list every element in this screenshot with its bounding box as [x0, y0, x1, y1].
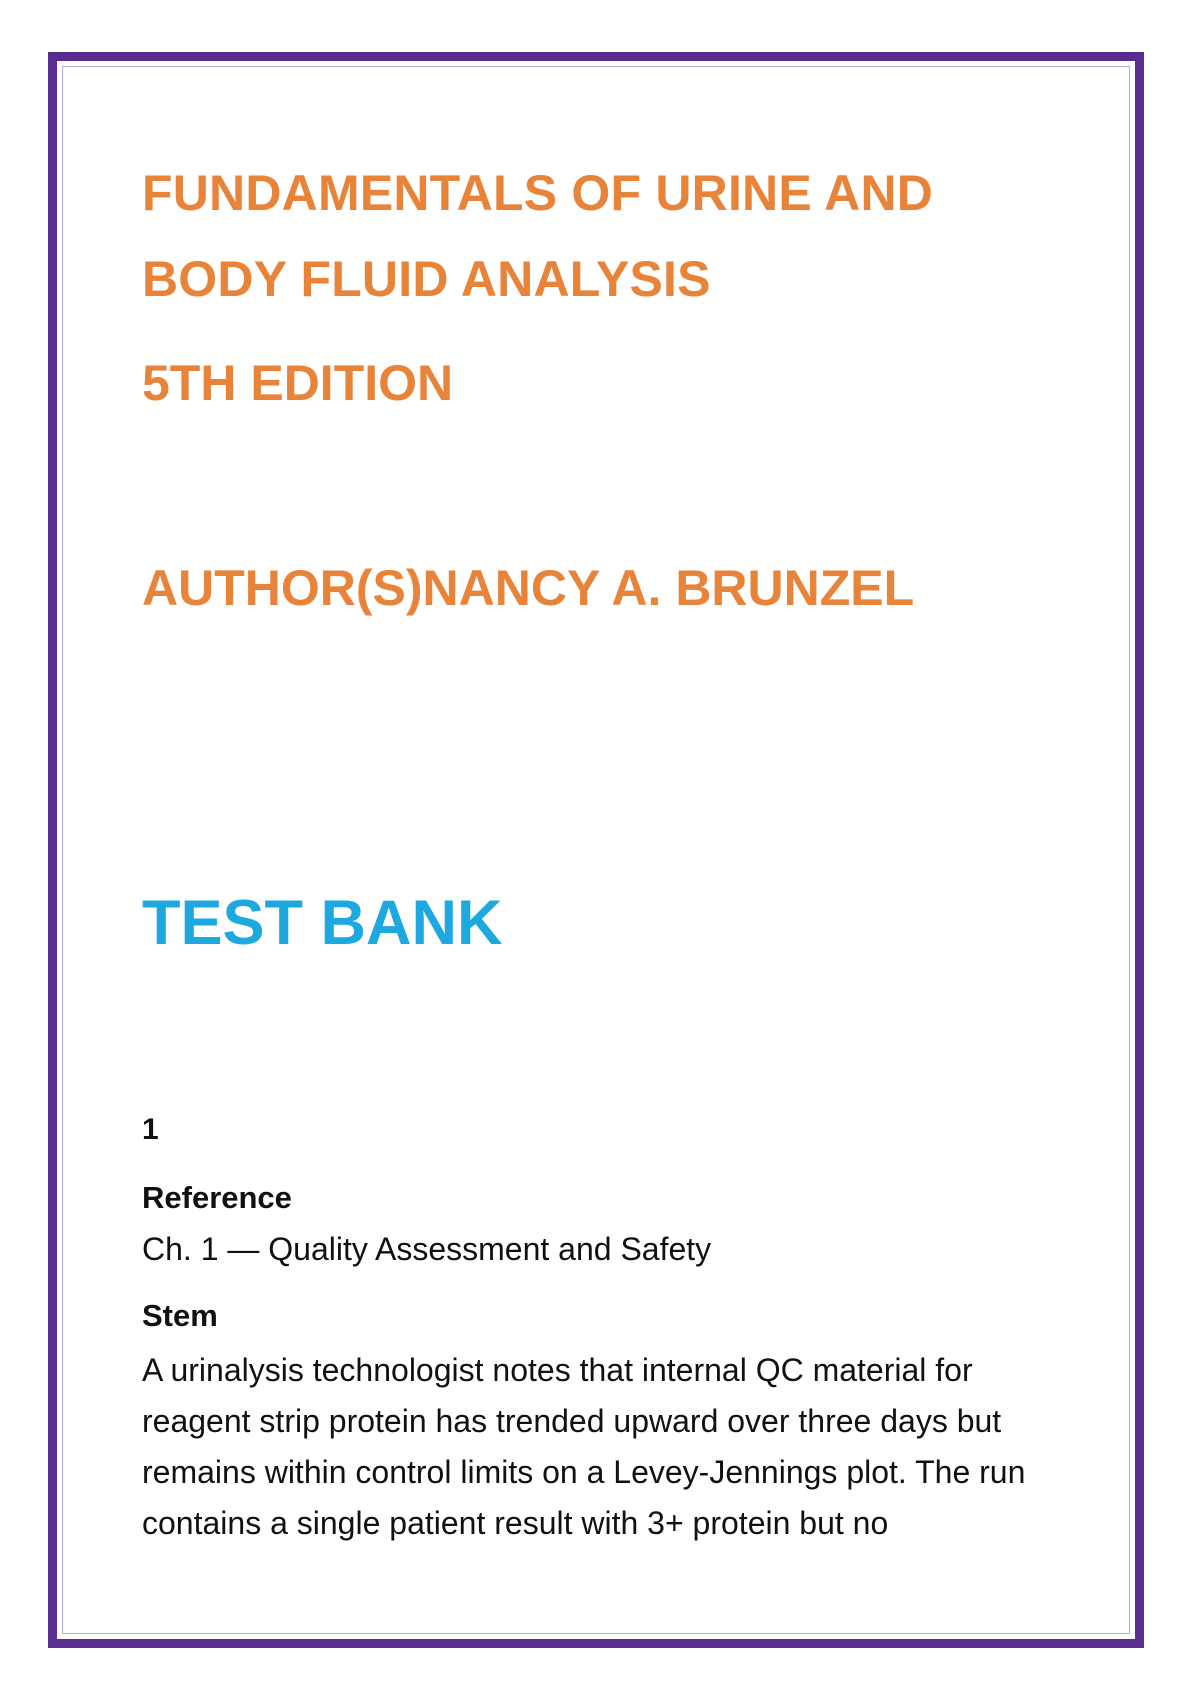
stem-text: A urinalysis technologist notes that internal QC material for reagent strip protein has trended upward over three days but remains within control limits on a Levey-Jennings plot. The run contains a single patient result with 3+ protein but no	[142, 1352, 1026, 1541]
test-bank-heading: TEST BANK	[142, 888, 503, 958]
question-number: 1	[142, 1113, 159, 1146]
book-author: AUTHOR(S)NANCY A. BRUNZEL	[142, 560, 915, 616]
book-edition: 5TH EDITION	[142, 355, 454, 411]
book-title	[142, 150, 933, 322]
book-title-line-1: FUNDAMENTALS OF URINE AND	[142, 165, 934, 221]
stem-label: Stem	[142, 1298, 218, 1333]
book-title-line-2: BODY FLUID ANALYSIS	[142, 251, 711, 307]
reference-text: Ch. 1 — Quality Assessment and Safety	[142, 1231, 712, 1267]
reference-label: Reference	[142, 1180, 292, 1215]
